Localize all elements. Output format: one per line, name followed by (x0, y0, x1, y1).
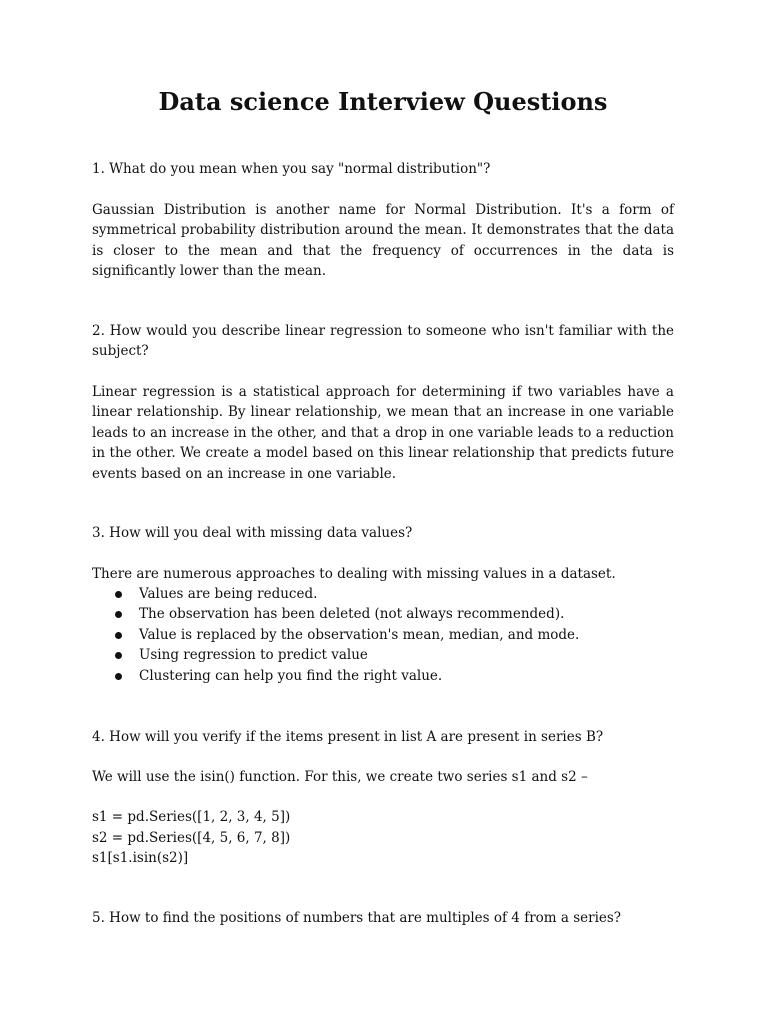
bullet-icon (115, 591, 122, 598)
question-5: 5. How to find the positions of numbers that are multiples of 4 from a series? (92, 910, 622, 926)
question-2: 2. How would you describe linear regression to someone who isn't familiar with the subject? (92, 323, 674, 360)
bullet-icon (115, 652, 122, 659)
answer-2: Linear regression is a statistical approach for determining if two variables have a linear relationship. By linear relationship, we mean that an increase in one variable leads to an increase in the other, and that a drop in one variable leads to a reduction in the other. We create a model based on this linear relationship that predicts future events based on an increase in one variable. (92, 384, 674, 482)
list-item: The observation has been deleted (not always recommended). (92, 604, 674, 624)
answer-1: Gaussian Distribution is another name for Normal Distribution. It's a form of symmetrical probability distribution around the mean. It demonstrates that the data is closer to the mean and that the frequency of occurrences in the data is significantly lower than the mean. (92, 202, 674, 280)
bullet-icon (115, 673, 122, 680)
question-1: 1. What do you mean when you say "normal distribution"? (92, 161, 491, 177)
list-item: Value is replaced by the observation's mean, median, and mode. (92, 625, 674, 645)
answer-3-intro: There are numerous approaches to dealing with missing values in a dataset. (92, 566, 616, 582)
code-line-2: s2 = pd.Series([4, 5, 6, 7, 8]) (92, 830, 291, 846)
list-item: Using regression to predict value (92, 645, 674, 665)
missing-data-approaches-list (92, 584, 674, 686)
list-item: Clustering can help you find the right value. (92, 666, 674, 686)
question-3: 3. How will you deal with missing data values? (92, 525, 413, 541)
document-title: Data science Interview Questions (158, 87, 608, 116)
answer-4-intro: We will use the isin() function. For this, we create two series s1 and s2 – (92, 769, 588, 785)
bullet-icon (115, 632, 122, 639)
list-item: Values are being reduced. (92, 584, 674, 604)
code-line-3: s1[s1.isin(s2)] (92, 850, 189, 866)
bullet-icon (115, 611, 122, 618)
code-line-1: s1 = pd.Series([1, 2, 3, 4, 5]) (92, 809, 291, 825)
question-4: 4. How will you verify if the items present in list A are present in series B? (92, 729, 604, 745)
